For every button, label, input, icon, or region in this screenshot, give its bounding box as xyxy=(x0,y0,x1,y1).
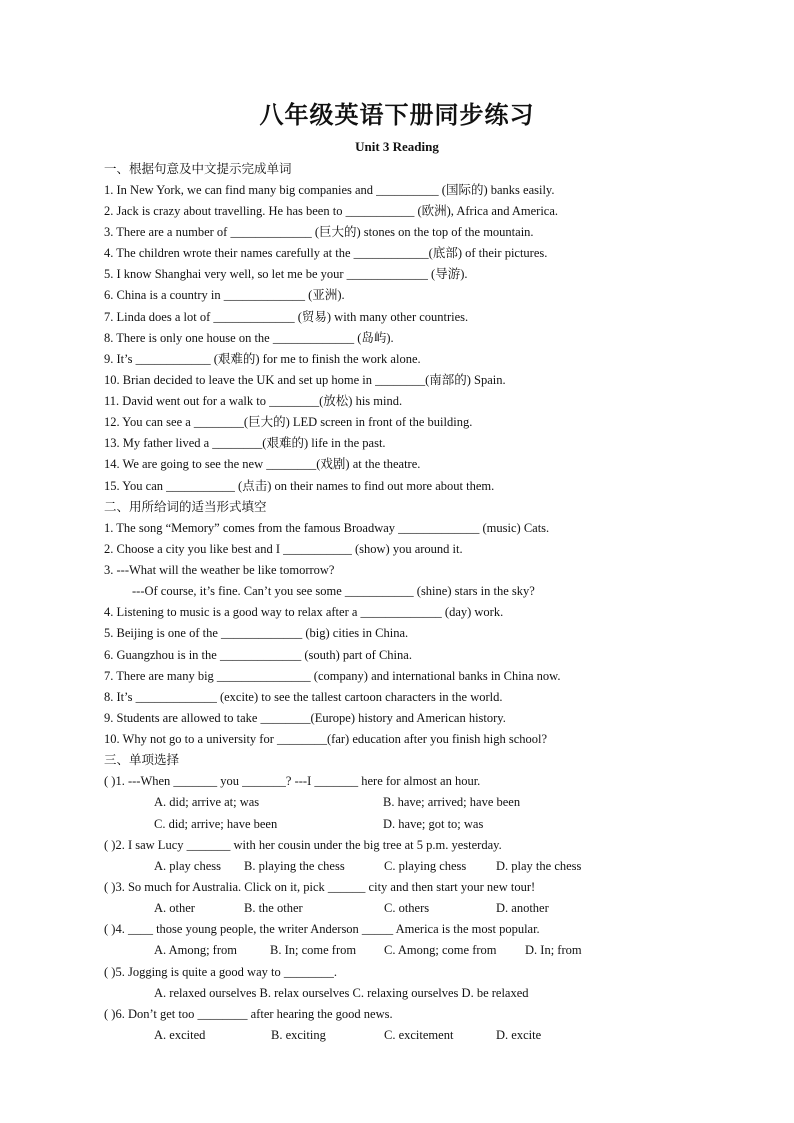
question-stem: ( )4. ____ those young people, the writer Anderson _____ America is the most popular. xyxy=(104,922,540,936)
section1-item: 15. You can ___________ (点击) on their names to find out more about them. xyxy=(104,479,495,493)
section2-item: 3. ---What will the weather be like tomorrow? xyxy=(104,563,335,577)
section2-item: 6. Guangzhou is in the _____________ (south) part of China. xyxy=(104,648,412,662)
page-title: 八年级英语下册同步练习 xyxy=(259,100,535,129)
section2-heading: 二、用所给词的适当形式填空 xyxy=(104,499,267,514)
question-stem: ( )2. I saw Lucy _______ with her cousin under the big tree at 5 p.m. yesterday. xyxy=(104,838,502,852)
section1-item: 5. I know Shanghai very well, so let me be your _____________ (导游). xyxy=(104,267,468,281)
option-c: C. excitement xyxy=(384,1028,454,1042)
option-a: A. play chess xyxy=(154,859,221,873)
option-d: D. have; got to; was xyxy=(383,817,484,831)
option-c: C. playing chess xyxy=(384,859,467,873)
section2-item: 10. Why not go to a university for ________(far) education after you finish high school? xyxy=(104,732,548,746)
option-b: B. the other xyxy=(244,901,303,915)
option-a: A. Among; from xyxy=(154,943,237,957)
section3-heading: 三、单项选择 xyxy=(104,752,180,767)
section1-item: 12. You can see a ________(巨大的) LED screen in front of the building. xyxy=(104,415,473,429)
option-a: A. excited xyxy=(154,1028,206,1042)
section2-item: 7. There are many big _______________ (company) and international banks in China now. xyxy=(104,669,561,683)
option-d: D. another xyxy=(496,901,549,915)
section1-item: 2. Jack is crazy about travelling. He has been to ___________ (欧洲), Africa and America. xyxy=(104,204,559,218)
option-b: B. In; come from xyxy=(270,943,357,957)
section2-item: 9. Students are allowed to take ________(Europe) history and American history. xyxy=(104,711,506,725)
question-stem: ( )5. Jogging is quite a good way to ________. xyxy=(104,965,337,979)
page-subtitle: Unit 3 Reading xyxy=(355,139,439,154)
section2-item: 4. Listening to music is a good way to relax after a _____________ (day) work. xyxy=(104,605,504,619)
option-b: B. have; arrived; have been xyxy=(383,795,521,809)
question-stem: ( )1. ---When _______ you _______? ---I _______ here for almost an hour. xyxy=(104,774,481,788)
section1-item: 13. My father lived a ________(艰难的) life in the past. xyxy=(104,436,386,450)
section1-item: 7. Linda does a lot of _____________ (贸易) with many other countries. xyxy=(104,310,469,324)
option-b: B. playing the chess xyxy=(244,859,345,873)
section1-item: 11. David went out for a walk to ________(放松) his mind. xyxy=(104,394,403,408)
section1-item: 14. We are going to see the new ________(戏剧) at the theatre. xyxy=(104,457,421,471)
section2-item: 2. Choose a city you like best and I ___________ (show) you around it. xyxy=(104,542,463,556)
section1-item: 4. The children wrote their names carefully at the ____________(底部) of their pictures. xyxy=(104,246,548,260)
question-stem: ( )3. So much for Australia. Click on it, pick ______ city and then start your new tour! xyxy=(104,880,536,894)
section1-item: 1. In New York, we can find many big companies and __________ (国际的) banks easily. xyxy=(104,183,555,197)
option-d: D. play the chess xyxy=(496,859,582,873)
section1-item: 3. There are a number of _____________ (巨大的) stones on the top of the mountain. xyxy=(104,225,534,239)
option-c: C. did; arrive; have been xyxy=(154,817,278,831)
section1-heading: 一、根据句意及中文提示完成单词 xyxy=(104,161,292,176)
options-line: A. relaxed ourselves B. relax ourselves C. relaxing ourselves D. be relaxed xyxy=(154,986,529,1000)
option-c: C. others xyxy=(384,901,430,915)
section2-item: 1. The song “Memory” comes from the famous Broadway _____________ (music) Cats. xyxy=(104,521,550,535)
section2-item: 8. It’s _____________ (excite) to see the tallest cartoon characters in the world. xyxy=(104,690,503,704)
section1-item: 8. There is only one house on the _____________ (岛屿). xyxy=(104,331,394,345)
question-stem: ( )6. Don’t get too ________ after hearing the good news. xyxy=(104,1007,393,1021)
option-c: C. Among; come from xyxy=(384,943,497,957)
option-a: A. did; arrive at; was xyxy=(154,795,260,809)
section1-item: 10. Brian decided to leave the UK and set up home in ________(南部的) Spain. xyxy=(104,373,506,387)
option-d: D. excite xyxy=(496,1028,542,1042)
option-b: B. exciting xyxy=(271,1028,326,1042)
section2-item: 5. Beijing is one of the _____________ (big) cities in China. xyxy=(104,626,409,640)
section2-item-continuation: ---Of course, it’s fine. Can’t you see some ___________ (shine) stars in the sky? xyxy=(132,584,535,598)
option-a: A. other xyxy=(154,901,195,915)
section1-item: 6. China is a country in _____________ (亚洲). xyxy=(104,288,345,302)
section1-item: 9. It’s ____________ (艰难的) for me to finish the work alone. xyxy=(104,352,421,366)
option-d: D. In; from xyxy=(525,943,582,957)
